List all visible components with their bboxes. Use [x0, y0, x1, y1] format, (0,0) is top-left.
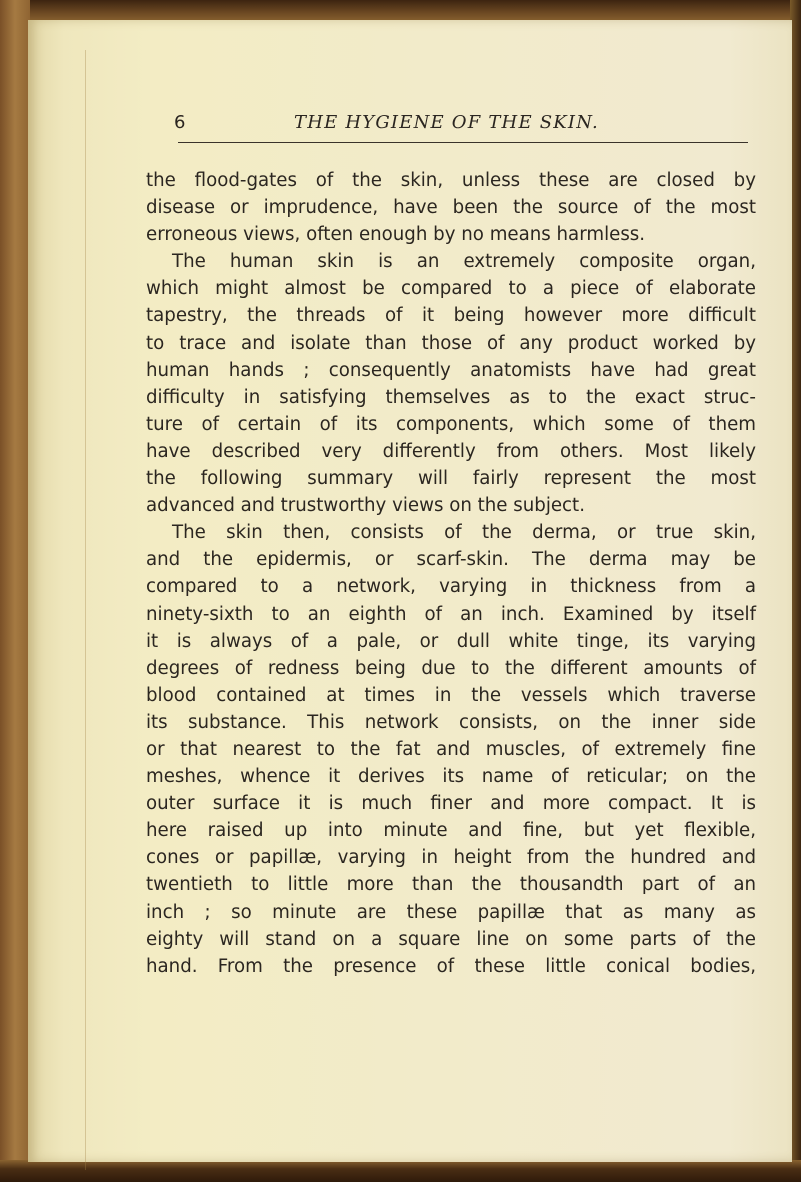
text-line: eighty will stand on a square line on some parts of the	[146, 928, 756, 950]
book-cover-top-edge	[0, 0, 801, 22]
text-line: advanced and trustworthy views on the subject.	[146, 495, 585, 517]
text-line: its substance. This network consists, on the inner side	[146, 711, 756, 733]
page-header	[28, 20, 792, 140]
text-line: or that nearest to the fat and muscles, of extremely fine	[146, 738, 756, 760]
text-line: meshes, whence it derives its name of reticular; on the	[146, 766, 756, 788]
text-line: which might almost be compared to a piece of elaborate	[146, 278, 756, 300]
text-line: disease or imprudence, have been the source of the most	[146, 197, 756, 219]
text-line: erroneous views, often enough by no means harmless.	[146, 224, 646, 246]
book-cover-bottom-edge	[0, 1160, 801, 1182]
text-line: hand. From the presence of these little conical bodies,	[146, 955, 756, 977]
text-line: blood contained at times in the vessels which traverse	[146, 684, 756, 706]
text-line: difficulty in satisfying themselves as to the exact struc-	[146, 386, 756, 408]
text-line: twentieth to little more than the thousandth part of an	[146, 874, 756, 896]
page-number: 6	[174, 112, 186, 133]
header-rule	[178, 142, 748, 143]
text-line: have described very differently from others. Most likely	[146, 440, 756, 462]
text-line: human hands ; consequently anatomists have had great	[146, 359, 756, 381]
body-text	[146, 167, 756, 980]
page-gutter	[85, 50, 86, 1170]
text-line: to trace and isolate than those of any product worked by	[146, 332, 756, 354]
book-cover-left-edge	[0, 0, 30, 1182]
text-line: degrees of redness being due to the different amounts of	[146, 657, 756, 679]
book-page	[28, 20, 792, 1162]
text-line: the flood-gates of the skin, unless these are closed by	[146, 170, 756, 191]
text-line: the following summary will fairly represent the most	[146, 468, 756, 490]
text-line: ninety-sixth to an eighth of an inch. Examined by itself	[146, 603, 756, 625]
text-line: cones or papillæ, varying in height from the hundred and	[146, 847, 756, 869]
text-line: it is always of a pale, or dull white tinge, its varying	[146, 630, 756, 652]
text-line: here raised up into minute and fine, but yet flexible,	[146, 820, 756, 842]
text-line: compared to a network, varying in thickness from a	[146, 576, 756, 598]
text-line: and the epidermis, or scarf-skin. The derma may be	[146, 549, 756, 571]
text-line: The skin then, consists of the derma, or true skin,	[172, 522, 756, 544]
text-line: The human skin is an extremely composite organ,	[172, 251, 756, 273]
running-head: THE HYGIENE OF THE SKIN.	[294, 112, 599, 133]
text-line: inch ; so minute are these papillæ that as many as	[146, 901, 756, 923]
text-line: outer surface it is much finer and more compact. It is	[146, 793, 756, 815]
text-line: tapestry, the threads of it being however more difficult	[146, 305, 756, 327]
text-line: ture of certain of its components, which some of them	[146, 413, 756, 435]
